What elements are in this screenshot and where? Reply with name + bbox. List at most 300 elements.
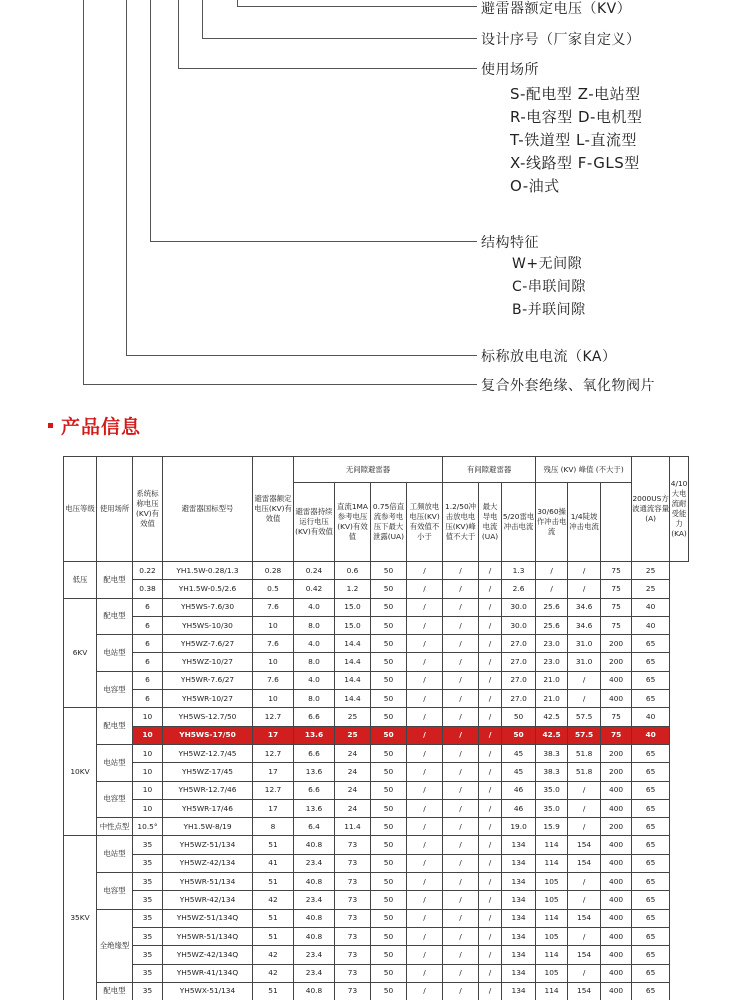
product-spec-table-wrapper: [63, 456, 689, 1000]
usage-place-cell: 电容型: [97, 671, 133, 708]
table-cell: 114: [536, 982, 568, 1000]
table-cell: 73: [335, 836, 371, 854]
table-cell: 8.0: [294, 690, 335, 708]
table-cell: /: [407, 873, 443, 891]
table-cell: 35: [133, 891, 163, 909]
th-group-gapless: 无间隙避雷器: [294, 457, 443, 483]
table-cell: 154: [568, 909, 601, 927]
table-row: [64, 891, 689, 909]
table-cell: YH5WR-42/134: [163, 891, 253, 909]
leader-line: [202, 0, 203, 38]
table-cell: 400: [601, 781, 632, 799]
table-cell: 30.0: [502, 598, 536, 616]
table-cell: 14.4: [335, 690, 371, 708]
table-cell: 73: [335, 946, 371, 964]
table-cell: 6: [133, 671, 163, 689]
table-cell: 400: [601, 964, 632, 982]
table-row: [64, 708, 689, 726]
usage-item: O-油式: [510, 177, 560, 195]
leader-line: [178, 68, 477, 69]
table-cell: 40.8: [294, 909, 335, 927]
table-cell: 50: [371, 818, 407, 836]
table-cell: /: [407, 836, 443, 854]
table-cell: 0.24: [294, 562, 335, 580]
table-cell: 10: [133, 781, 163, 799]
table-cell: /: [479, 580, 502, 598]
table-cell: 6.6: [294, 708, 335, 726]
table-cell: /: [568, 781, 601, 799]
table-cell: /: [443, 927, 479, 945]
table-cell: 105: [536, 891, 568, 909]
usage-place-cell: 全绝缘型: [97, 909, 133, 982]
table-cell: 65: [632, 781, 670, 799]
table-cell: YH5WX-51/134: [163, 982, 253, 1000]
table-cell: 65: [632, 635, 670, 653]
table-cell: 0.5: [253, 580, 294, 598]
table-cell: 27.0: [502, 653, 536, 671]
table-cell: /: [479, 982, 502, 1000]
table-cell: 40: [632, 598, 670, 616]
table-cell: 38.3: [536, 763, 568, 781]
table-cell: /: [479, 873, 502, 891]
table-cell: YH5WR-51/134Q: [163, 927, 253, 945]
table-cell: YH5WS-12.7/50: [163, 708, 253, 726]
table-cell: 50: [502, 726, 536, 744]
table-cell: 34.6: [568, 598, 601, 616]
table-cell: 46: [502, 799, 536, 817]
table-cell: 51.8: [568, 763, 601, 781]
leader-line: [83, 384, 477, 385]
table-cell: 42: [253, 946, 294, 964]
table-cell: 35.0: [536, 781, 568, 799]
table-cell: 12.7: [253, 708, 294, 726]
table-cell: /: [479, 781, 502, 799]
table-row: [64, 982, 689, 1000]
table-cell: 65: [632, 836, 670, 854]
table-cell: 65: [632, 818, 670, 836]
usage-item: T-铁道型 L-直流型: [510, 131, 637, 149]
table-cell: 134: [502, 964, 536, 982]
usage-place-cell: 配电型: [97, 708, 133, 745]
th-max-conduction: 最大导电电流(UA): [479, 483, 502, 562]
table-cell: 7.6: [253, 671, 294, 689]
table-cell: 1.3: [502, 562, 536, 580]
table-cell: /: [407, 726, 443, 744]
table-cell: 75: [601, 616, 632, 634]
table-cell: 23.4: [294, 964, 335, 982]
leader-line: [126, 0, 127, 355]
table-cell: YH1.5W-8/19: [163, 818, 253, 836]
table-cell: 50: [371, 781, 407, 799]
bullet-square-icon: [48, 423, 53, 428]
table-row: [64, 836, 689, 854]
voltage-level-cell: 6KV: [64, 598, 97, 708]
leader-line: [83, 0, 84, 384]
table-cell: 50: [371, 598, 407, 616]
table-cell: 21.0: [536, 690, 568, 708]
table-cell: 23.0: [536, 653, 568, 671]
table-cell: 50: [371, 580, 407, 598]
table-cell: /: [479, 854, 502, 872]
table-cell: 35: [133, 982, 163, 1000]
table-cell: /: [407, 690, 443, 708]
table-cell: 200: [601, 818, 632, 836]
table-cell: 65: [632, 744, 670, 762]
table-cell: 10: [133, 726, 163, 744]
table-cell: 73: [335, 854, 371, 872]
table-cell: 134: [502, 927, 536, 945]
table-cell: 65: [632, 671, 670, 689]
table-cell: YH5WZ-42/134Q: [163, 946, 253, 964]
table-cell: 114: [536, 946, 568, 964]
table-cell: /: [407, 909, 443, 927]
table-cell: /: [479, 653, 502, 671]
table-cell: 42.5: [536, 726, 568, 744]
table-cell: 105: [536, 873, 568, 891]
table-row: [64, 726, 689, 744]
table-cell: 0.38: [133, 580, 163, 598]
table-row: [64, 946, 689, 964]
table-cell: 46: [502, 781, 536, 799]
table-cell: /: [443, 635, 479, 653]
usage-place-cell: 电站型: [97, 836, 133, 873]
table-cell: 10: [253, 653, 294, 671]
table-cell: 6: [133, 598, 163, 616]
voltage-level-cell: 35KV: [64, 836, 97, 1000]
table-cell: YH5WZ-7.6/27: [163, 635, 253, 653]
table-cell: YH5WZ-42/134: [163, 854, 253, 872]
table-cell: YH5WR-17/46: [163, 799, 253, 817]
table-cell: /: [443, 580, 479, 598]
table-cell: 15.0: [335, 616, 371, 634]
table-cell: /: [443, 781, 479, 799]
usage-item: X-线路型 F-GLS型: [510, 154, 640, 172]
table-cell: 134: [502, 946, 536, 964]
th-continuous-voltage: 避雷器持续运行电压(KV)有效值: [294, 483, 335, 562]
table-cell: 400: [601, 873, 632, 891]
table-cell: 50: [371, 909, 407, 927]
table-cell: 7.6: [253, 598, 294, 616]
table-cell: YH5WS-10/30: [163, 616, 253, 634]
table-cell: /: [568, 580, 601, 598]
table-cell: 14.4: [335, 671, 371, 689]
table-cell: 17: [253, 799, 294, 817]
table-cell: 45: [502, 744, 536, 762]
leader-line: [126, 355, 477, 356]
table-cell: /: [443, 708, 479, 726]
table-cell: 24: [335, 763, 371, 781]
leader-line: [150, 0, 151, 241]
table-cell: /: [479, 635, 502, 653]
table-row: [64, 671, 689, 689]
table-cell: /: [407, 580, 443, 598]
table-cell: 1.2: [335, 580, 371, 598]
table-row: [64, 635, 689, 653]
table-cell: 50: [371, 854, 407, 872]
table-cell: 400: [601, 946, 632, 964]
table-cell: 4.0: [294, 635, 335, 653]
table-cell: 25: [335, 726, 371, 744]
table-row: [64, 927, 689, 945]
section-heading: [48, 411, 141, 439]
table-cell: 200: [601, 744, 632, 762]
table-cell: 23.4: [294, 946, 335, 964]
table-cell: YH5WS-17/50: [163, 726, 253, 744]
voltage-level-cell: 10KV: [64, 708, 97, 836]
table-cell: 400: [601, 982, 632, 1000]
table-cell: 200: [601, 653, 632, 671]
table-cell: /: [407, 982, 443, 1000]
table-cell: 65: [632, 854, 670, 872]
table-cell: 65: [632, 799, 670, 817]
table-cell: 400: [601, 891, 632, 909]
table-cell: 75: [601, 708, 632, 726]
table-cell: 50: [371, 671, 407, 689]
table-cell: 23.0: [536, 635, 568, 653]
table-cell: YH5WZ-51/134Q: [163, 909, 253, 927]
table-cell: /: [479, 690, 502, 708]
table-row: [64, 818, 689, 836]
table-cell: 14.4: [335, 653, 371, 671]
table-cell: YH5WZ-10/27: [163, 653, 253, 671]
table-cell: /: [407, 562, 443, 580]
usage-place-cell: 电容型: [97, 873, 133, 910]
table-cell: 51: [253, 909, 294, 927]
table-cell: 35: [133, 964, 163, 982]
table-cell: 57.5: [568, 708, 601, 726]
leader-line: [202, 38, 477, 39]
table-cell: /: [443, 982, 479, 1000]
usage-item: S-配电型 Z-电站型: [510, 85, 641, 103]
table-cell: 50: [371, 653, 407, 671]
table-cell: 400: [601, 909, 632, 927]
table-cell: 154: [568, 946, 601, 964]
table-cell: /: [443, 818, 479, 836]
table-cell: 42: [253, 891, 294, 909]
table-cell: 65: [632, 964, 670, 982]
table-cell: 50: [371, 763, 407, 781]
table-cell: /: [407, 763, 443, 781]
table-cell: 50: [371, 616, 407, 634]
table-cell: YH5WR-41/134Q: [163, 964, 253, 982]
table-cell: /: [407, 653, 443, 671]
table-cell: /: [407, 744, 443, 762]
table-cell: 51.8: [568, 744, 601, 762]
table-cell: 6: [133, 653, 163, 671]
usage-place-cell: 配电型: [97, 982, 133, 1000]
table-cell: 200: [601, 763, 632, 781]
th-lightning-impulse: 5/20雷电冲击电流: [502, 483, 536, 562]
table-cell: 17: [253, 763, 294, 781]
table-cell: /: [407, 854, 443, 872]
table-cell: /: [443, 854, 479, 872]
table-cell: 51: [253, 836, 294, 854]
table-cell: /: [479, 909, 502, 927]
table-cell: /: [443, 653, 479, 671]
usage-place-cell: 配电型: [97, 598, 133, 635]
usage-place-cell: 电站型: [97, 744, 133, 781]
table-cell: 400: [601, 854, 632, 872]
label-rated-voltage: 避雷器额定电压（KV）: [481, 1, 632, 17]
table-cell: /: [407, 818, 443, 836]
table-cell: 40.8: [294, 836, 335, 854]
table-cell: 35.0: [536, 799, 568, 817]
table-cell: 40.8: [294, 982, 335, 1000]
table-cell: 6.4: [294, 818, 335, 836]
table-cell: /: [479, 562, 502, 580]
table-cell: 19.0: [502, 818, 536, 836]
table-cell: 25: [632, 580, 670, 598]
table-cell: 134: [502, 909, 536, 927]
label-housing: 复合外套绝缘、氧化物阀片: [481, 378, 655, 394]
table-row: [64, 763, 689, 781]
table-cell: 50: [371, 927, 407, 945]
table-body: [64, 562, 689, 1000]
th-group-gapped: 有间隙避雷器: [443, 457, 536, 483]
table-cell: 41: [253, 854, 294, 872]
table-cell: 27.0: [502, 671, 536, 689]
table-cell: 2.6: [502, 580, 536, 598]
table-cell: /: [479, 927, 502, 945]
table-cell: 65: [632, 891, 670, 909]
table-cell: 12.7: [253, 781, 294, 799]
table-cell: /: [479, 818, 502, 836]
table-cell: 50: [371, 708, 407, 726]
table-cell: /: [479, 836, 502, 854]
table-cell: 10: [133, 708, 163, 726]
table-cell: /: [443, 946, 479, 964]
table-cell: 25: [632, 562, 670, 580]
table-cell: YH1.5W-0.5/2.6: [163, 580, 253, 598]
table-cell: 200: [601, 635, 632, 653]
table-cell: 24: [335, 744, 371, 762]
table-cell: /: [407, 635, 443, 653]
table-cell: 13.6: [294, 799, 335, 817]
table-cell: 114: [536, 836, 568, 854]
table-cell: 75: [601, 726, 632, 744]
table-cell: /: [479, 763, 502, 781]
table-cell: /: [407, 927, 443, 945]
th-group-residual: 残压 (KV) 峰值 (不大于): [536, 457, 632, 483]
table-cell: /: [568, 671, 601, 689]
table-cell: /: [443, 836, 479, 854]
table-cell: 27.0: [502, 635, 536, 653]
table-cell: 17: [253, 726, 294, 744]
table-cell: 50: [371, 744, 407, 762]
table-cell: YH5WS-7.6/30: [163, 598, 253, 616]
table-cell: /: [568, 964, 601, 982]
table-cell: /: [443, 873, 479, 891]
table-cell: 114: [536, 854, 568, 872]
table-cell: 25: [335, 708, 371, 726]
table-cell: 35: [133, 946, 163, 964]
table-cell: 8.0: [294, 653, 335, 671]
structure-item: C-串联间隙: [512, 279, 586, 295]
th-leakage: 0.75倍直流参考电压下最大泄露(UA): [371, 483, 407, 562]
table-cell: /: [568, 799, 601, 817]
table-cell: /: [568, 873, 601, 891]
table-cell: /: [479, 708, 502, 726]
table-cell: 6.6: [294, 744, 335, 762]
table-cell: 105: [536, 964, 568, 982]
leader-line: [150, 241, 477, 242]
table-cell: 0.28: [253, 562, 294, 580]
leader-line: [237, 6, 477, 7]
table-row: [64, 873, 689, 891]
table-cell: 75: [601, 598, 632, 616]
th-pf-discharge: 工频放电电压(KV)有效值不小于: [407, 483, 443, 562]
th-square-wave: 2000US方波通流容量(A): [632, 457, 670, 562]
table-cell: 73: [335, 982, 371, 1000]
th-steep-impulse: 1/4陡坡冲击电流: [568, 483, 601, 562]
table-cell: /: [443, 726, 479, 744]
table-row: [64, 781, 689, 799]
table-cell: /: [407, 799, 443, 817]
table-cell: /: [407, 964, 443, 982]
th-voltage-level: 电压等级: [64, 457, 97, 562]
usage-place-cell: 电容型: [97, 781, 133, 818]
table-cell: /: [568, 690, 601, 708]
table-cell: 40: [632, 708, 670, 726]
table-cell: 65: [632, 927, 670, 945]
table-cell: 4.0: [294, 598, 335, 616]
table-cell: 50: [371, 982, 407, 1000]
table-row: [64, 653, 689, 671]
table-cell: /: [479, 744, 502, 762]
table-cell: 10: [253, 690, 294, 708]
table-cell: 50: [371, 946, 407, 964]
table-cell: 134: [502, 982, 536, 1000]
th-usage: 使用场所: [97, 457, 133, 562]
table-cell: 34.6: [568, 616, 601, 634]
table-cell: 6: [133, 635, 163, 653]
table-cell: 23.4: [294, 854, 335, 872]
table-cell: 10: [133, 763, 163, 781]
table-cell: 10: [133, 799, 163, 817]
table-cell: /: [479, 799, 502, 817]
table-cell: 65: [632, 763, 670, 781]
table-cell: 40.8: [294, 873, 335, 891]
table-cell: /: [443, 744, 479, 762]
table-cell: 7.6: [253, 635, 294, 653]
table-cell: /: [443, 671, 479, 689]
model-code-diagram: [0, 0, 750, 400]
table-cell: YH5WZ-51/134: [163, 836, 253, 854]
table-cell: 400: [601, 671, 632, 689]
table-cell: 73: [335, 873, 371, 891]
table-cell: 50: [371, 635, 407, 653]
table-cell: 400: [601, 927, 632, 945]
table-cell: 38.3: [536, 744, 568, 762]
table-cell: 6: [133, 616, 163, 634]
table-cell: 105: [536, 927, 568, 945]
table-cell: 27.0: [502, 690, 536, 708]
table-cell: /: [407, 708, 443, 726]
product-spec-table: [63, 456, 689, 1000]
table-cell: 134: [502, 873, 536, 891]
table-cell: 50: [371, 891, 407, 909]
th-impulse-discharge: 1.2/50冲击放电电压(KV)峰值不大于: [443, 483, 479, 562]
table-cell: 40.8: [294, 927, 335, 945]
table-cell: 400: [601, 690, 632, 708]
th-rated-voltage: 避雷器额定电压(KV)有效值: [253, 457, 294, 562]
table-cell: 50: [371, 964, 407, 982]
table-row: [64, 744, 689, 762]
table-cell: 65: [632, 909, 670, 927]
table-cell: /: [443, 909, 479, 927]
voltage-level-cell: 低压: [64, 562, 97, 599]
table-cell: 42: [253, 964, 294, 982]
